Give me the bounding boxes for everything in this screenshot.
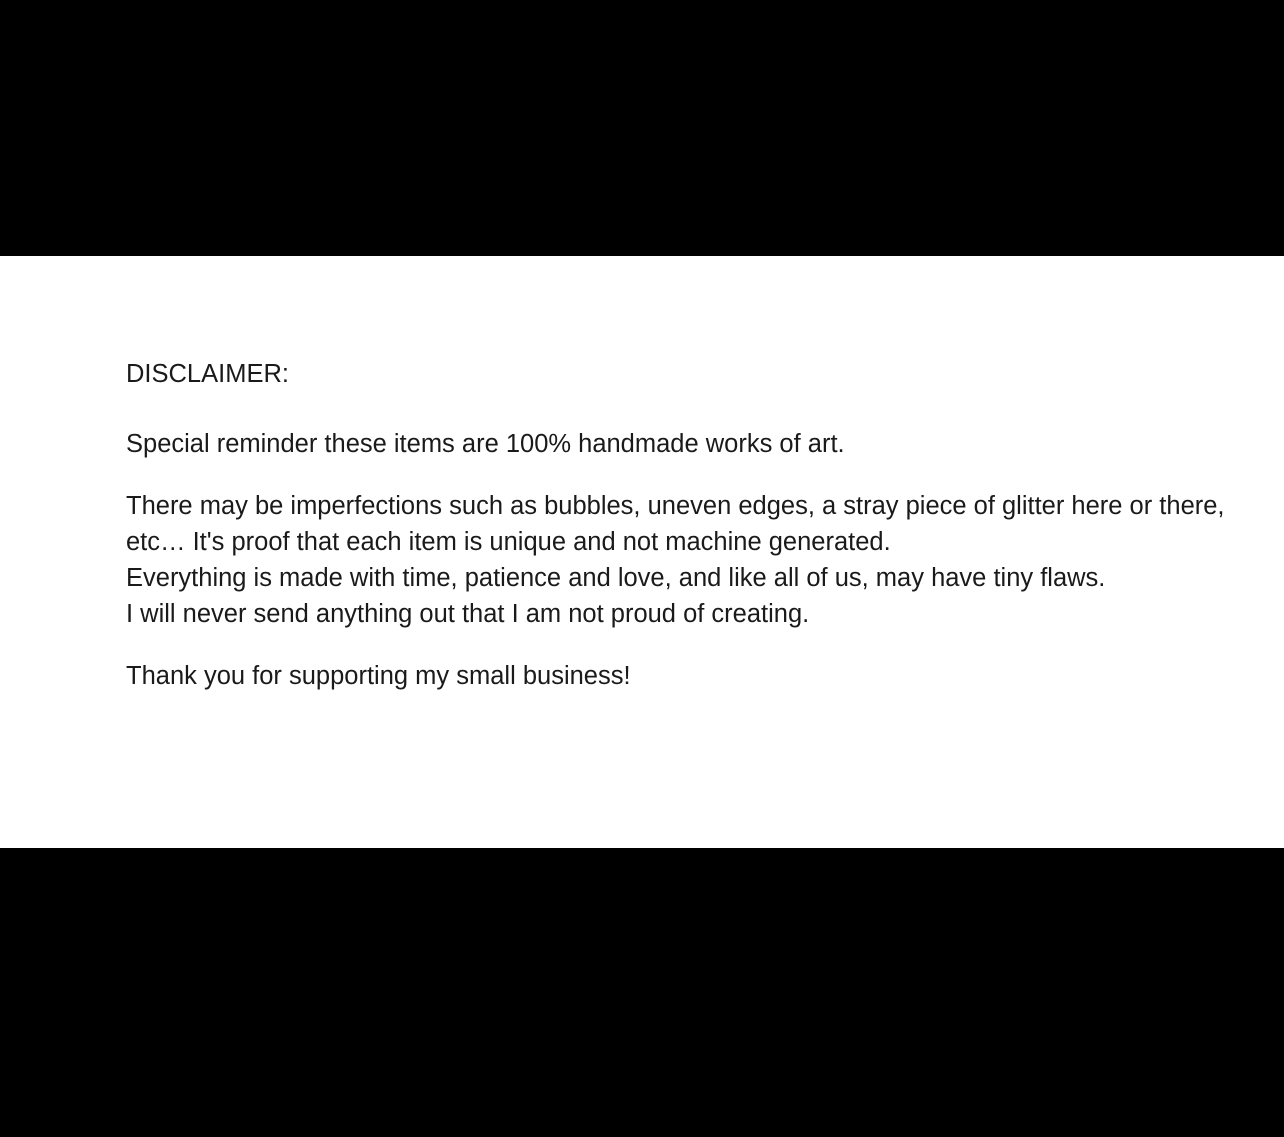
document-text-body	[126, 356, 1226, 694]
document-page	[0, 256, 1284, 848]
letterbox-bottom-bar	[0, 848, 1284, 1137]
letterbox-top-bar	[0, 0, 1284, 256]
imperfections-line-3: I will never send anything out that I am not proud of creating.	[126, 600, 810, 628]
thank-you-paragraph: Thank you for supporting my small business!	[126, 662, 631, 690]
imperfections-line-1: There may be imperfections such as bubbles, uneven edges, a stray piece of glitter here or there, etc… It's proof that each item is unique and not machine generated.	[126, 492, 1225, 556]
handmade-notice-paragraph: Special reminder these items are 100% handmade works of art.	[126, 430, 845, 458]
disclaimer-heading: DISCLAIMER:	[126, 360, 289, 388]
imperfections-paragraph	[126, 488, 1226, 632]
imperfections-line-2: Everything is made with time, patience and love, and like all of us, may have tiny flaws.	[126, 564, 1106, 592]
